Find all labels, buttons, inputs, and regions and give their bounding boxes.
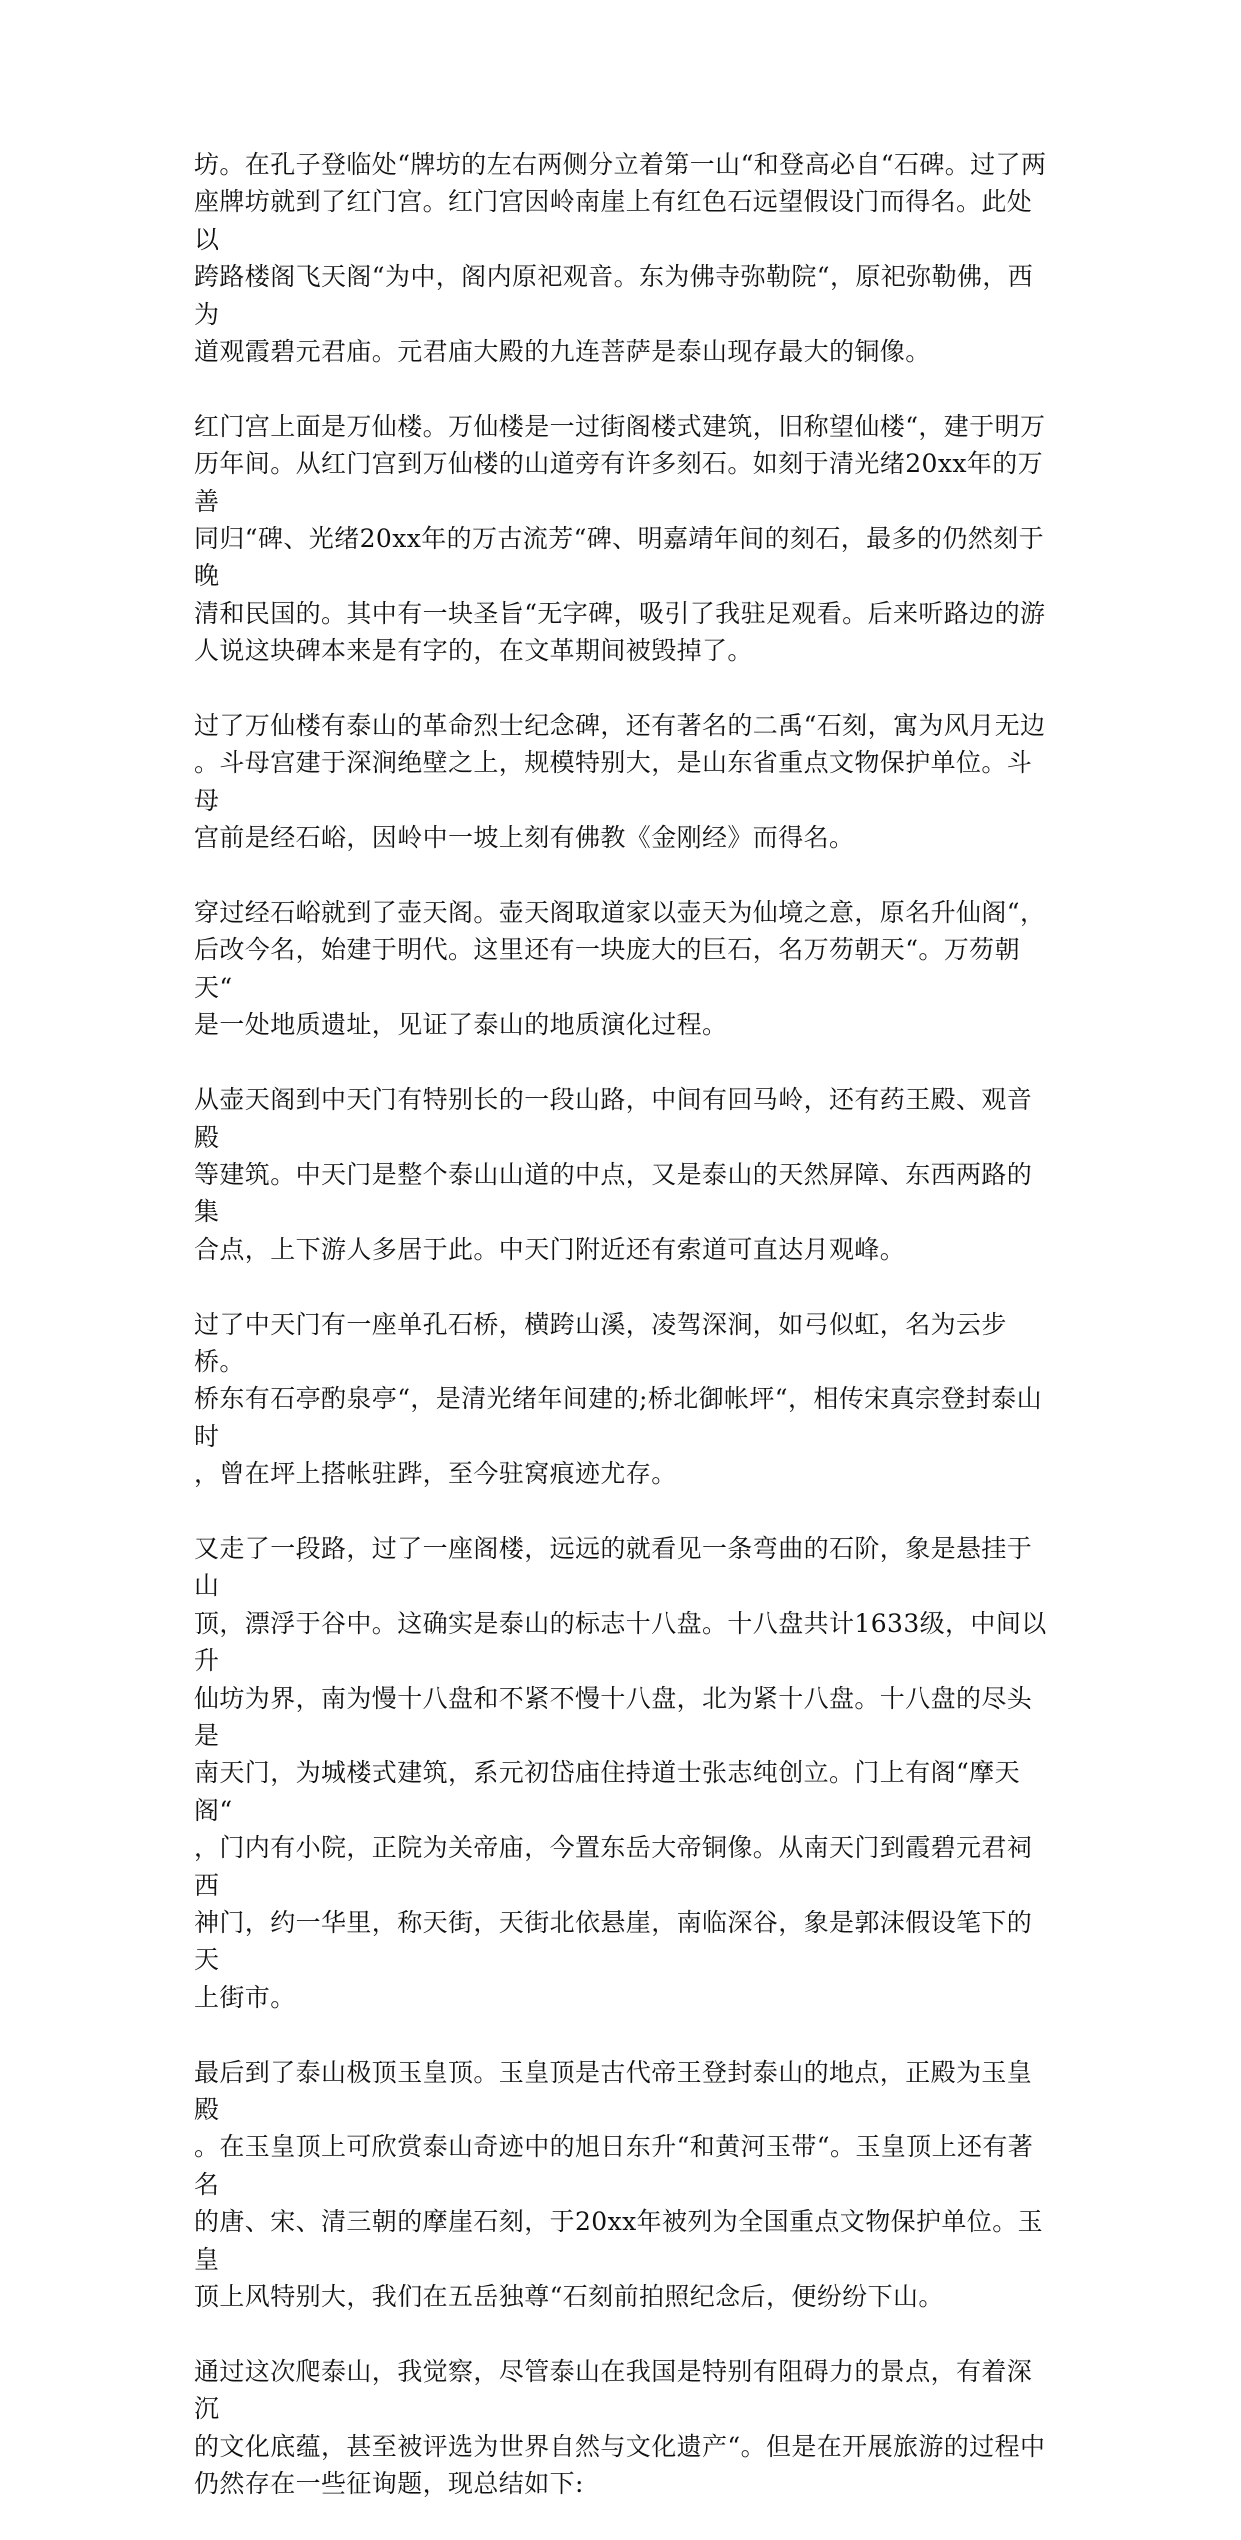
paragraph-2: 红门宫上面是万仙楼。万仙楼是一过街阁楼式建筑，旧称望仙楼“，建于明万 历年间。从红门宫到万仙楼的山道旁有许多刻石。如刻于清光绪20xx年的万善 同归“碑、光绪20xx年的万古流芳“碑、明嘉靖年间的刻石，最多的仍然刻于晚 清和民国的。其中有一块圣旨“无字碑，吸引了我驻足观看。后来听路边的游 人说这块碑本来是有字的，在文革期间被毁掉了。 [194,411,1046,666]
paragraph-1: 坊。在孔子登临处“牌坊的左右两侧分立着第一山“和登高必自“石碑。过了两 座牌坊就到了红门宫。红门宫因岭南崖上有红色石远望假设门而得名。此处以 跨路楼阁飞天阁“为中，阁内原祀观音。东为佛寺弥勒院“，原祀弥勒佛，西为 道观霞碧元君庙。元君庙大殿的九连菩萨是泰山现存最大的铜像。 [194,150,1047,367]
document-body [194,146,1054,2540]
paragraph-3: 过了万仙楼有泰山的革命烈士纪念碑，还有著名的二禹“石刻，寓为风月无边 。斗母宫建于深涧绝壁之上，规模特别大，是山东省重点文物保护单位。斗母 宫前是经石峪，因岭中一坡上刻有佛教《金刚经》而得名。 [194,711,1046,853]
paragraph-6: 过了中天门有一座单孔石桥，横跨山溪，凌驾深涧，如弓似虹，名为云步桥。 桥东有石亭酌泉亭“，是清光绪年间建的;桥北御帐坪“，相传宋真宗登封泰山时 ，曾在坪上搭帐驻跸，至今驻窝痕迹尤存。 [194,1309,1042,1489]
paragraph-9: 通过这次爬泰山，我觉察，尽管泰山在我国是特别有阻碍力的景点，有着深沉 的文化底蕴，甚至被评选为世界自然与文化遗产“。但是在开展旅游的过程中 仍然存在一些征询题，现总结如下: [194,2356,1046,2499]
paragraph-7: 又走了一段路，过了一座阁楼，远远的就看见一条弯曲的石阶，象是悬挂于山 顶，漂浮于谷中。这确实是泰山的标志十八盘。十八盘共计1633级，中间以升 仙坊为界，南为慢十八盘和不紧不慢十八盘，北为紧十八盘。十八盘的尽头是 南天门，为城楼式建筑，系元初岱庙住持道士张志纯创立。门上有阁“摩天阁“ ，门内有小院，正院为关帝庙，今置东岳大帝铜像。从南天门到霞碧元君祠西 神门，约一华里，称天街，天街北依悬崖，南临深谷，象是郭沫假设笔下的天 上街市。 [194,1533,1047,2012]
paragraph-4: 穿过经石峪就到了壶天阁。壶天阁取道家以壶天为仙境之意，原名升仙阁“， 后改今名，始建于明代。这里还有一块庞大的巨石，名万芴朝天“。万芴朝天“ 是一处地质遗址，见证了泰山的地质演化过程。 [194,898,1046,1040]
paragraph-8: 最后到了泰山极顶玉皇顶。玉皇顶是古代帝王登封泰山的地点，正殿为玉皇殿 。在玉皇顶上可欣赏泰山奇迹中的旭日东升“和黄河玉带“。玉皇顶上还有著名 的唐、宋、清三朝的摩崖石刻，于20xx年被列为全国重点文物保护单位。玉皇 顶上风特别大，我们在五岳独尊“石刻前拍照纪念后，便纷纷下山。 [194,2057,1044,2312]
paragraph-5: 从壶天阁到中天门有特别长的一段山路，中间有回马岭，还有药王殿、观音殿 等建筑。中天门是整个泰山山道的中点，又是泰山的天然屏障、东西两路的集 合点，上下游人多居于此。中天门附近还有索道可直达月观峰。 [194,1085,1033,1264]
